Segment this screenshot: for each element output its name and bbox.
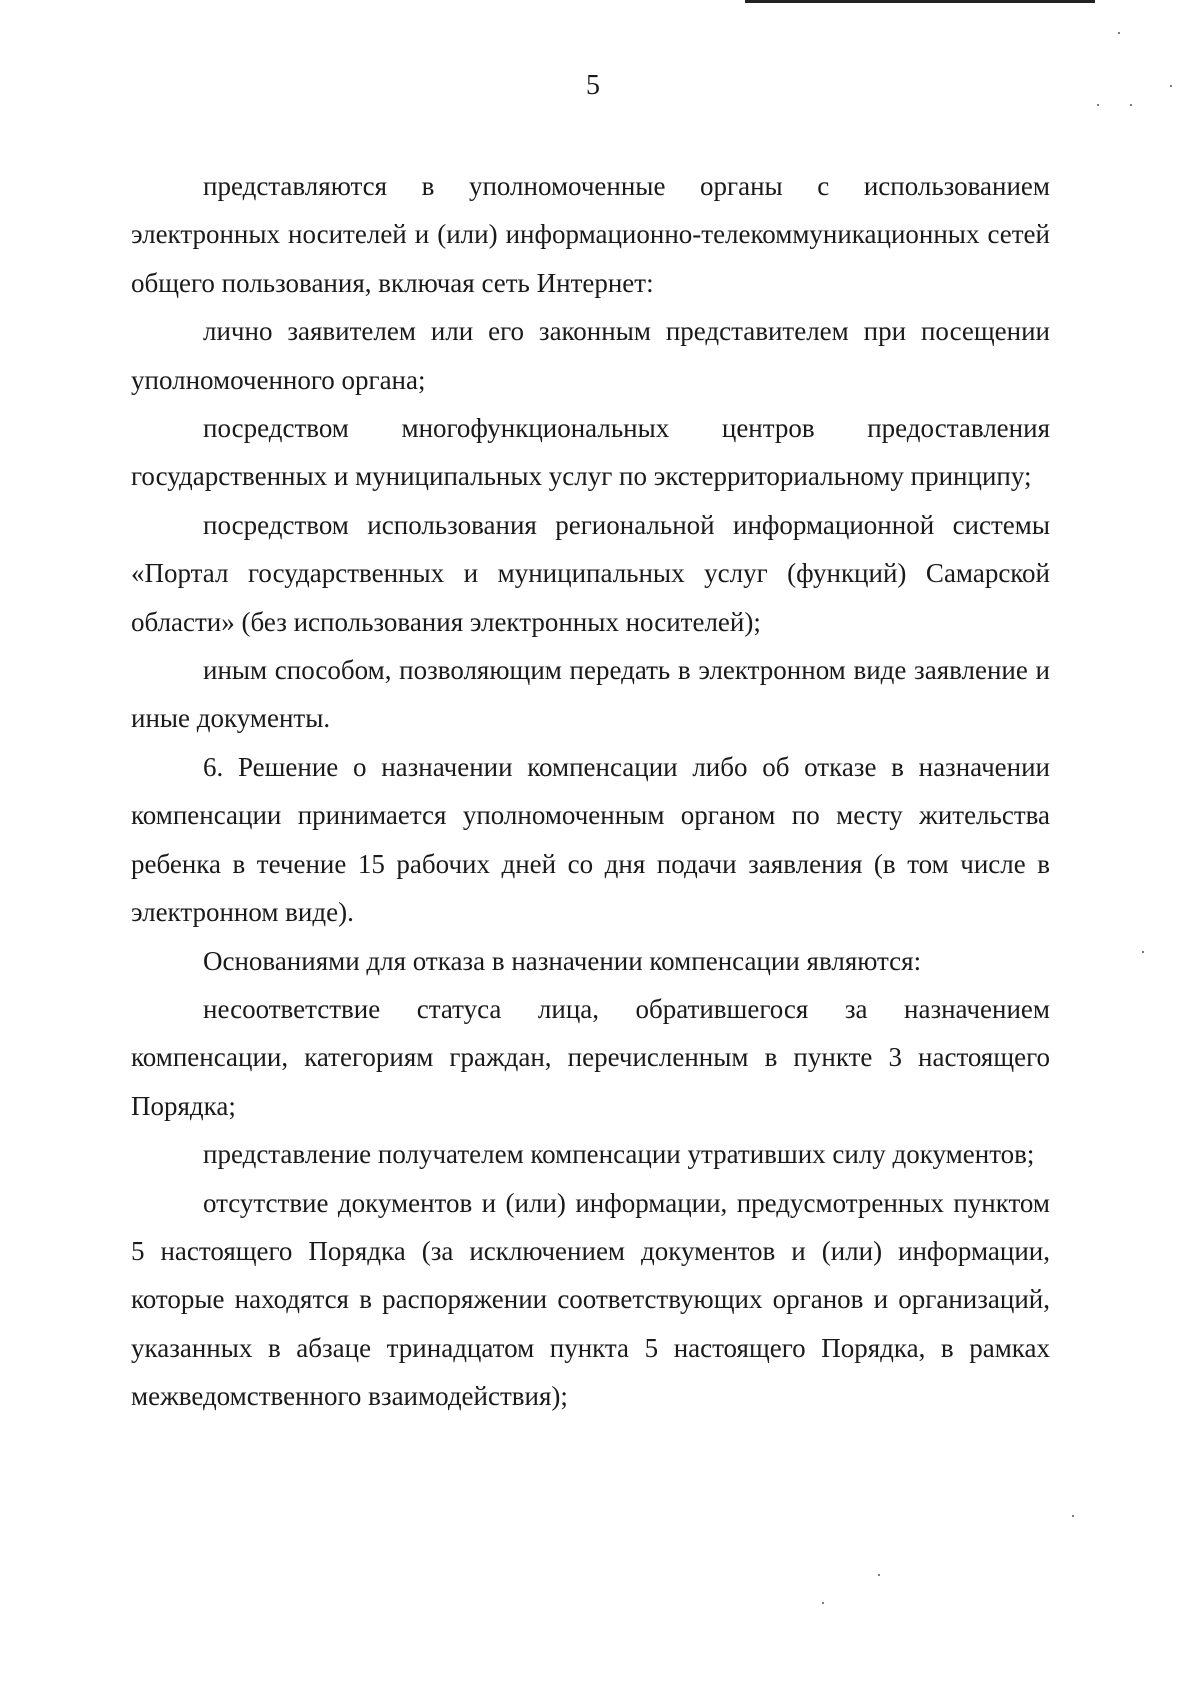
paragraph: посредством многофункциональных центров предоставления государственных и муниципальных услуг по экстерриториальному принципу; — [131, 413, 1050, 492]
page-number: 5 — [586, 70, 600, 101]
paragraph: 6. Решение о назначении компенсации либо об отказе в назначении компенсации принимается уполномоченным органом по месту жительства ребенка в течение 15 рабочих дней со дня подачи заявления (в том числе в электронном виде). — [131, 751, 1050, 928]
scan-speck — [1097, 104, 1099, 106]
paragraph: отсутствие документов и (или) информации, предусмотренных пунктом 5 настоящего Порядка (за исключением документов и (или) информации, которые находятся в распоряжении соответствующих органов и организаций, указанных в абзаце тринадцатом пункта 5 настоящего Порядка, в рамках межведомственного взаимодействия); — [131, 1187, 1050, 1412]
scan-speck — [1072, 1515, 1074, 1517]
scan-speck — [1170, 85, 1172, 87]
paragraph: представление получателем компенсации утративших силу документов; — [203, 1139, 1035, 1170]
scan-speck — [1118, 32, 1120, 34]
paragraph: Основаниями для отказа в назначении компенсации являются: — [203, 945, 922, 976]
scan-speck — [822, 1602, 824, 1604]
scan-speck — [1130, 104, 1132, 106]
paragraph: иным способом, позволяющим передать в электронном виде заявление и иные документы. — [131, 655, 1050, 734]
scan-speck — [1142, 951, 1144, 953]
top-border-line — [745, 0, 1095, 3]
paragraph: лично заявителем или его законным представителем при посещении уполномоченного органа; — [131, 316, 1050, 395]
document-body — [131, 162, 1050, 1421]
scan-speck — [878, 1574, 880, 1576]
paragraph: посредством использования региональной информационной системы «Портал государственных и муниципальных услуг (функций) Самарской области» (без использования электронных носителей); — [131, 509, 1050, 637]
paragraph: несоответствие статуса лица, обратившегося за назначением компенсации, категориям граждан, перечисленным в пункте 3 настоящего Порядка; — [131, 993, 1050, 1121]
paragraph: представляются в уполномоченные органы с использованием электронных носителей и (или) информационно-телекоммуникационных сетей общего пользования, включая сеть Интернет: — [131, 171, 1050, 298]
